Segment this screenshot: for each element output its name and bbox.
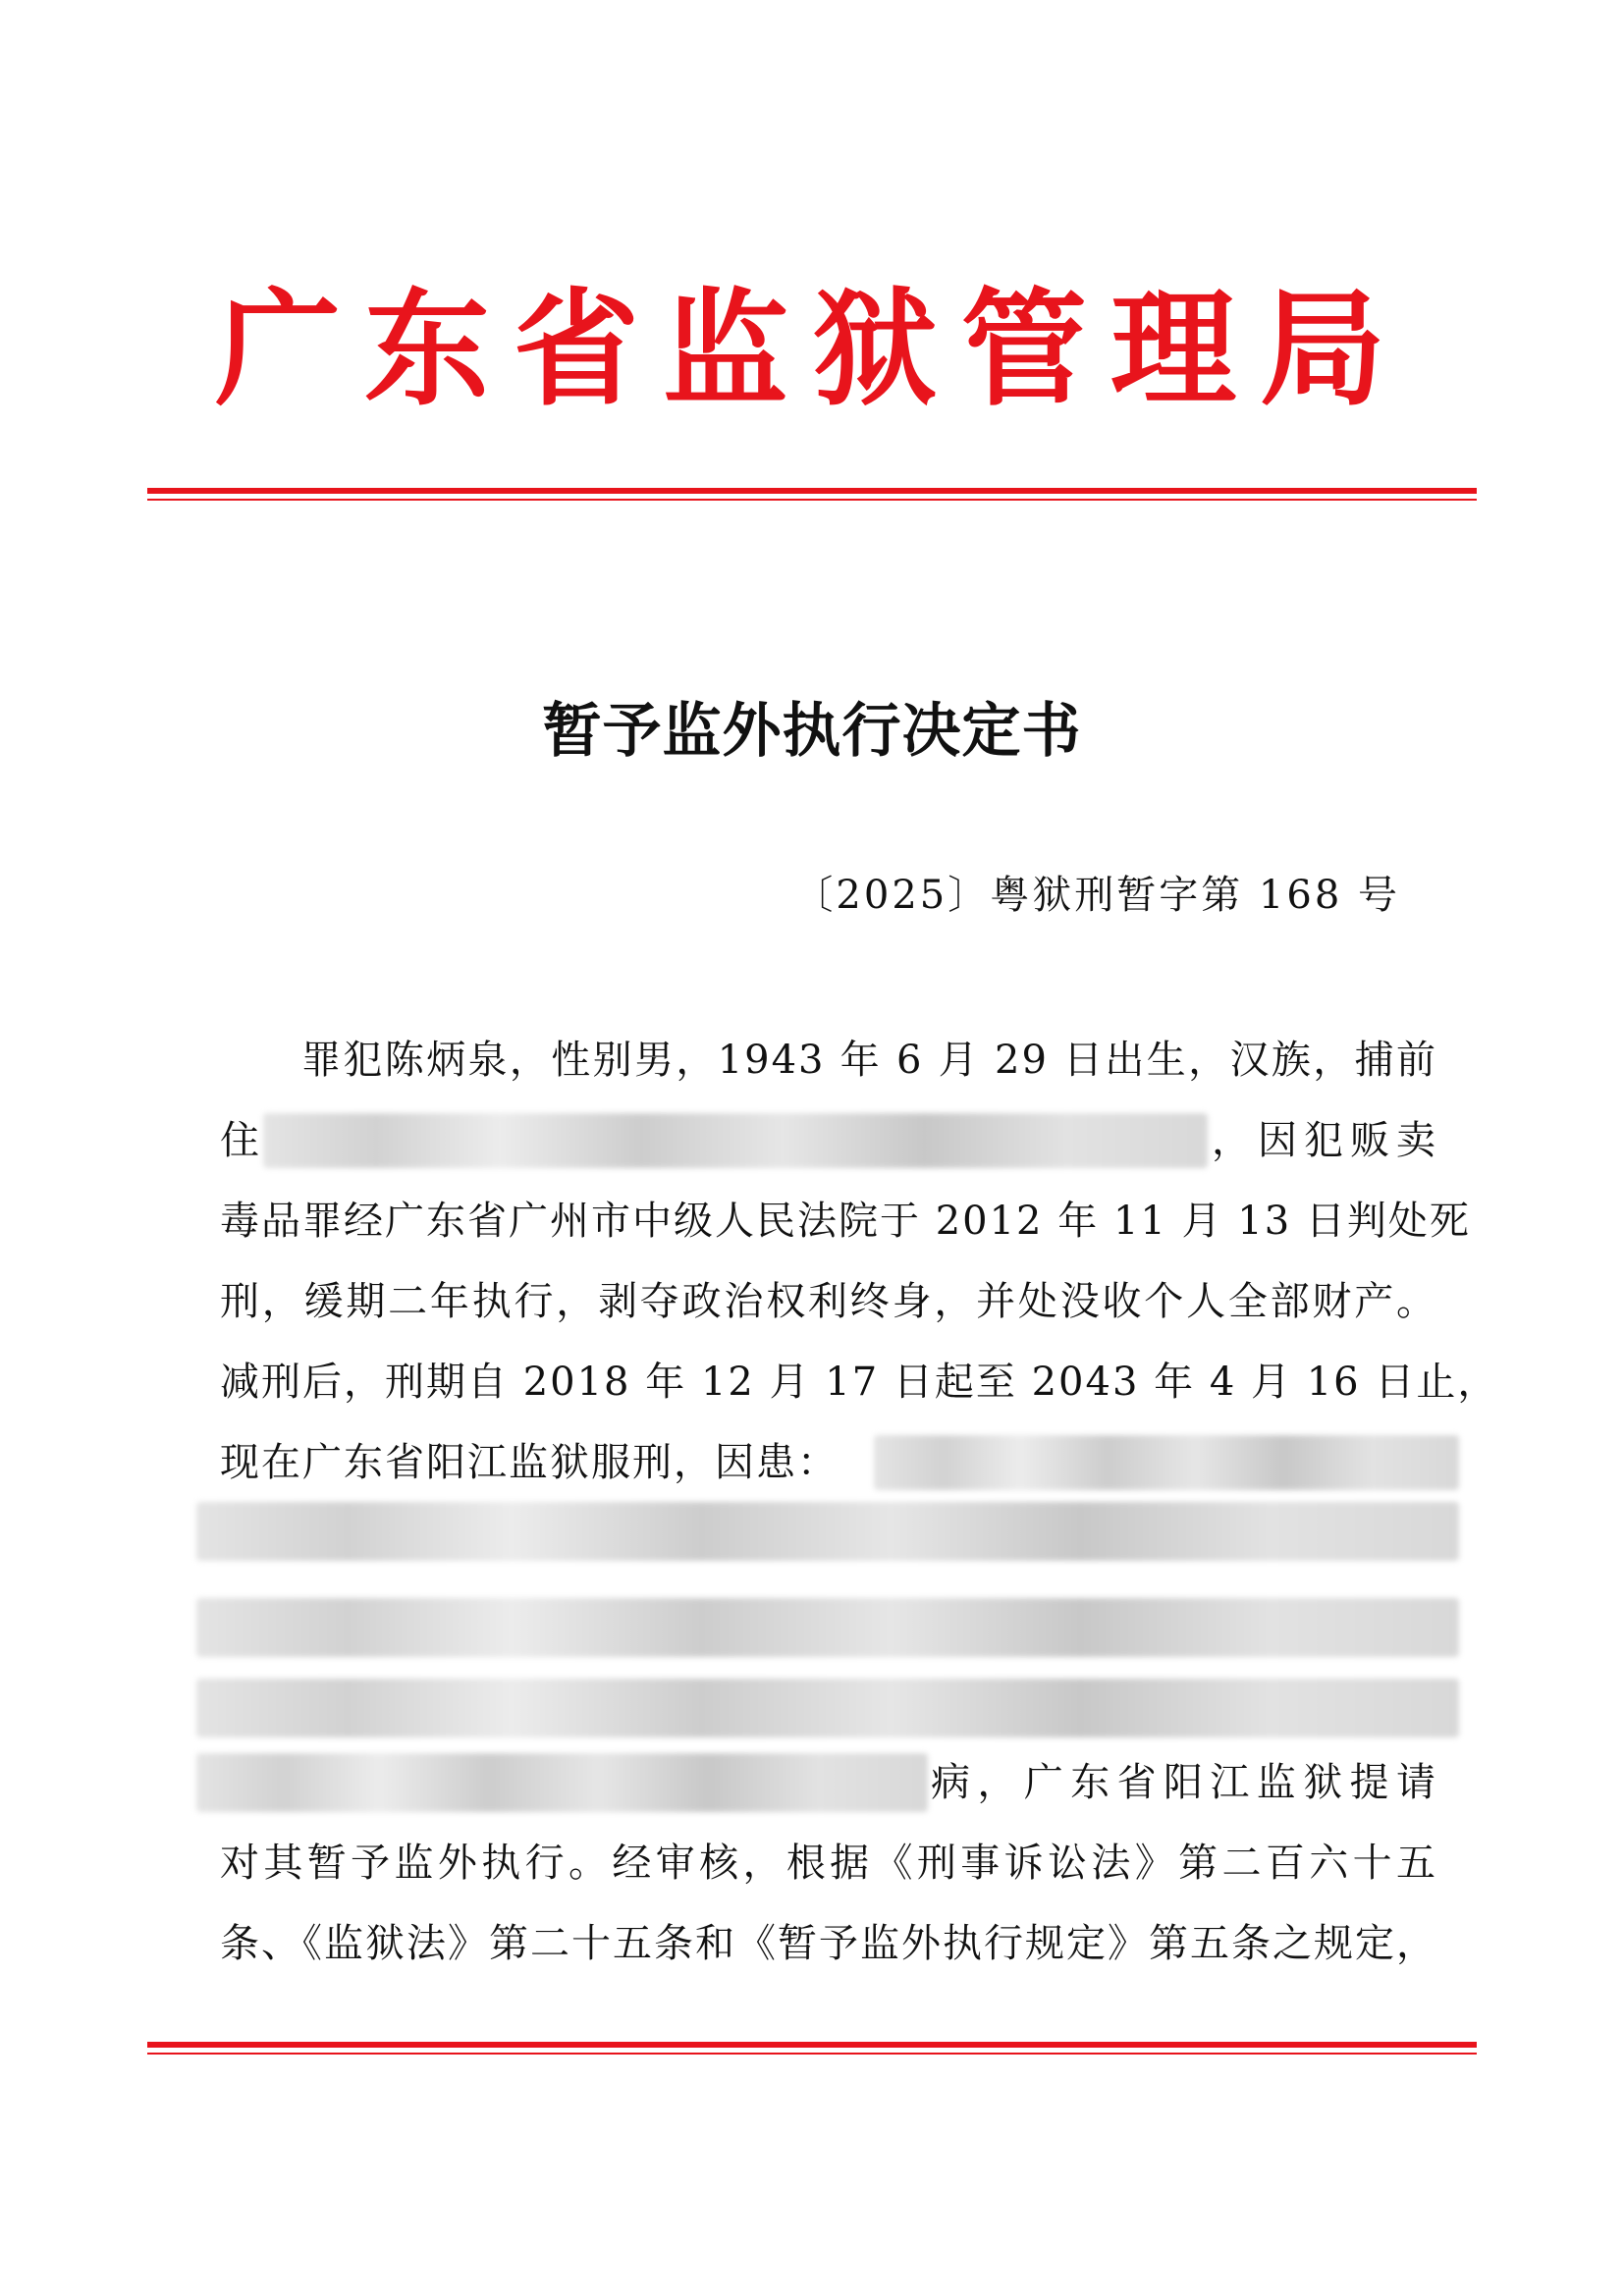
body-line-9: 条、《监狱法》第二十五条和《暂予监外执行规定》第五条之规定， [220,1921,1437,1966]
header-rule-thin [147,499,1477,501]
body-line-5: 减刑后，刑期自 2018 年 12 月 17 日起至 2043 年 4 月 16 日止， [220,1360,1499,1405]
body-line-2-start: 住 [220,1118,261,1163]
body-line-3: 毒品罪经广东省广州市中级人民法院于 2012 年 11 月 13 日判处死 [220,1199,1471,1244]
body-line-1: 罪犯陈炳泉，性别男，1943 年 6 月 29 日出生，汉族，捕前 [301,1038,1437,1083]
document-number: 〔2025〕粤狱刑暂字第 168 号 [793,873,1400,918]
body-line-7-end: 病，广东省阳江监狱提请 [931,1760,1437,1805]
redacted-diagnosis-3 [196,1598,1459,1657]
redacted-diagnosis-2 [196,1502,1459,1561]
issuer-masthead: 广东省监狱管理局 [214,277,1409,423]
body-line-6-start: 现在广东省阳江监狱服刑，因患： [220,1440,839,1485]
header-rule-thick [147,488,1477,494]
body-line-4: 刑，缓期二年执行，剥夺政治权利终身，并处没收个人全部财产。 [220,1279,1437,1324]
footer-rule-thick [147,2042,1477,2048]
footer-rule-thin [147,2053,1477,2055]
document-title: 暂予监外执行决定书 [542,697,1082,766]
redacted-diagnosis-1 [874,1435,1459,1490]
redacted-address [263,1113,1208,1168]
redacted-diagnosis-4 [196,1679,1459,1737]
body-line-8: 对其暂予监外执行。经审核，根据《刑事诉讼法》第二百六十五 [220,1841,1437,1886]
body-line-2-end: ，因犯贩卖 [1212,1118,1437,1163]
redacted-diagnosis-5 [196,1753,928,1812]
